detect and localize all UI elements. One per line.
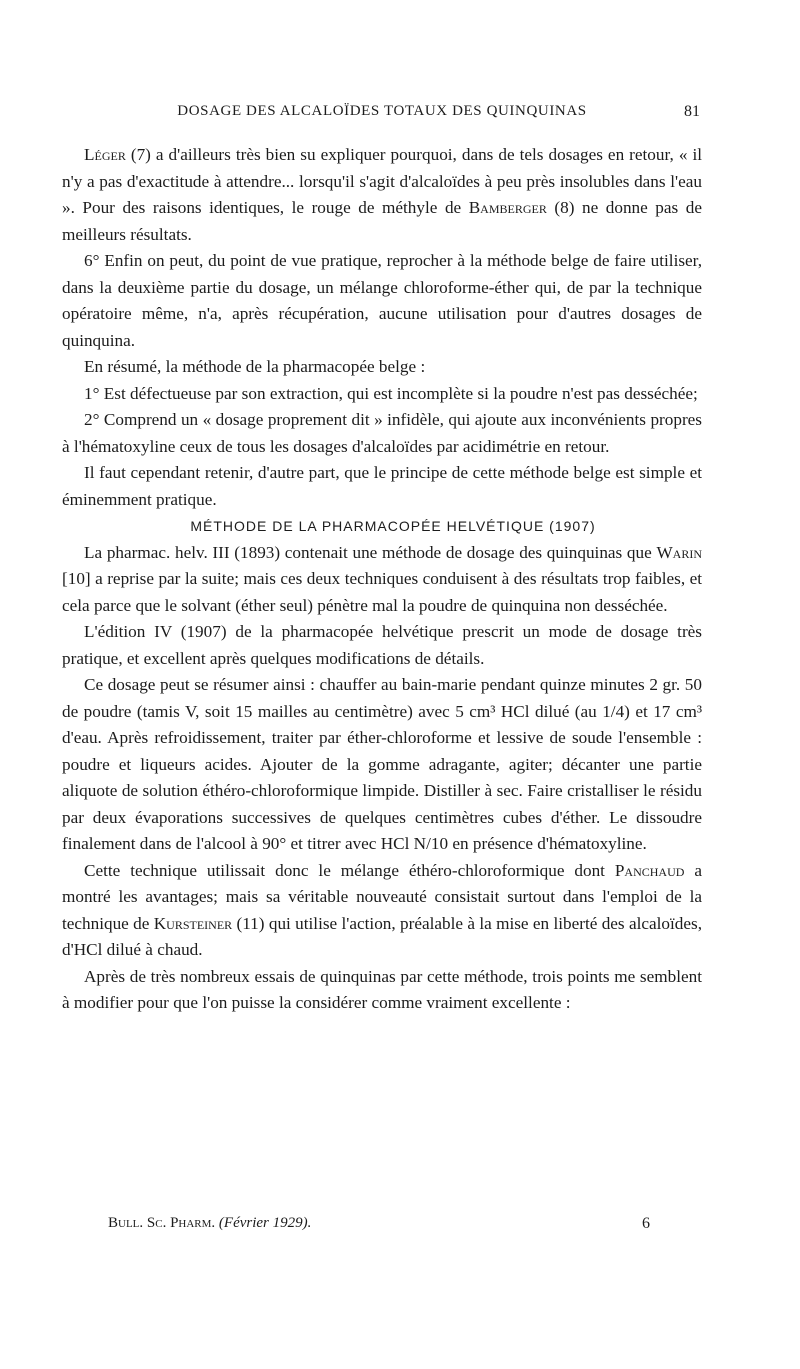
author-name: Panchaud: [614, 860, 685, 880]
body-text: [62, 142, 702, 1017]
paragraph: L'édition IV (1907) de la pharmacopée helvétique prescrit un mode de dosage très pratique, et excellent après quelques modifications de détails.: [62, 622, 702, 668]
paragraph: Il faut cependant retenir, d'autre part, que le principe de cette méthode belge est simple et éminemment pratique.: [62, 463, 702, 509]
section-heading: MÉTHODE DE LA PHARMACOPÉE HELVÉTIQUE (1907): [190, 518, 596, 534]
paragraph: Cette technique utilissait donc le mélange éthéro-chloroformique dont Panchaud a montré les avantages; mais sa véritable nouveauté consistait surtout dans l'emploi de la technique de Kursteiner (11) qui utilise l'action, préalable à la mise en liberté des alcaloïdes, d'HCl dilué à chaud.: [62, 860, 702, 959]
paragraph: En résumé, la méthode de la pharmacopée belge :: [84, 357, 426, 376]
author-name: Kursteiner: [153, 913, 233, 933]
author-name: Bamberger: [468, 198, 547, 217]
paragraph: Après de très nombreux essais de quinquinas par cette méthode, trois points me semblent à modifier pour que l'on puisse la considérer comme vraiment excellente :: [62, 966, 702, 1012]
author-name: Warin: [656, 542, 702, 562]
page-number: 81: [684, 103, 700, 120]
paragraph: Léger (7) a d'ailleurs très bien su expliquer pourquoi, dans de tels dosages en retour, « il n'y a pas d'exactitude à attendre... lorsqu'il s'agit d'alcaloïdes à peu près insolubles dans l'eau ». Pour des raisons identiques, le rouge de méthyle de Bamberger (8) ne donne pas de meilleurs résultats.: [62, 145, 702, 244]
running-head: [62, 103, 702, 127]
paragraph: Ce dosage peut se résumer ainsi : chauffer au bain-marie pendant quinze minutes 2 gr. 50 de poudre (tamis V, soit 15 mailles au centimètre) avec 5 cm³ HCl dilué (au 1/4) et 17 cm³ d'eau. Après refroidissement, traiter par éther-chloroforme et lessive de soude l'ensemble : poudre et liqueurs acides. Ajouter de la gomme adragante, agiter; décanter une partie aliquote de solution éthéro-chloroformique limpide. Distiller à sec. Faire cristalliser le résidu par deux évaporations successives de quelques centimètres cubes d'éther. Le dissoudre finalement dans de l'alcool à 90° et titrer avec HCl N/10 en présence d'hématoxyline.: [62, 675, 702, 853]
author-name: Léger: [84, 145, 126, 164]
paragraph: La pharmac. helv. III (1893) contenait une méthode de dosage des quinquinas que Warin [10] a reprise par la suite; mais ces deux techniques conduisent à des résultats trop faibles, et cela parce que le solvant (éther seul) pénètre mal la poudre de quinquina non desséchée.: [62, 542, 702, 615]
running-title: DOSAGE DES ALCALOÏDES TOTAUX DES QUINQUINAS: [177, 103, 587, 119]
list-item: 1° Est défectueuse par son extraction, qui est incomplète si la poudre n'est pas desséchée;: [84, 383, 698, 403]
journal-citation: Bull. Sc. Pharm. (Février 1929).: [108, 1215, 312, 1231]
signature-mark: 6: [642, 1215, 650, 1232]
footer: [62, 1215, 702, 1239]
list-item: 2° Comprend un « dosage proprement dit » infidèle, qui ajoute aux inconvénients propres à l'hématoxyline ceux de tous les dosages d'alcaloïdes par acidimétrie en retour.: [62, 410, 702, 456]
paragraph: 6° Enfin on peut, du point de vue pratique, reprocher à la méthode belge de faire utiliser, dans la deuxième partie du dosage, un mélange chloroforme-éther qui, de par la technique opératoire même, n'a, après récupération, aucune utilisation pour d'autres dosages de quinquina.: [62, 251, 702, 350]
